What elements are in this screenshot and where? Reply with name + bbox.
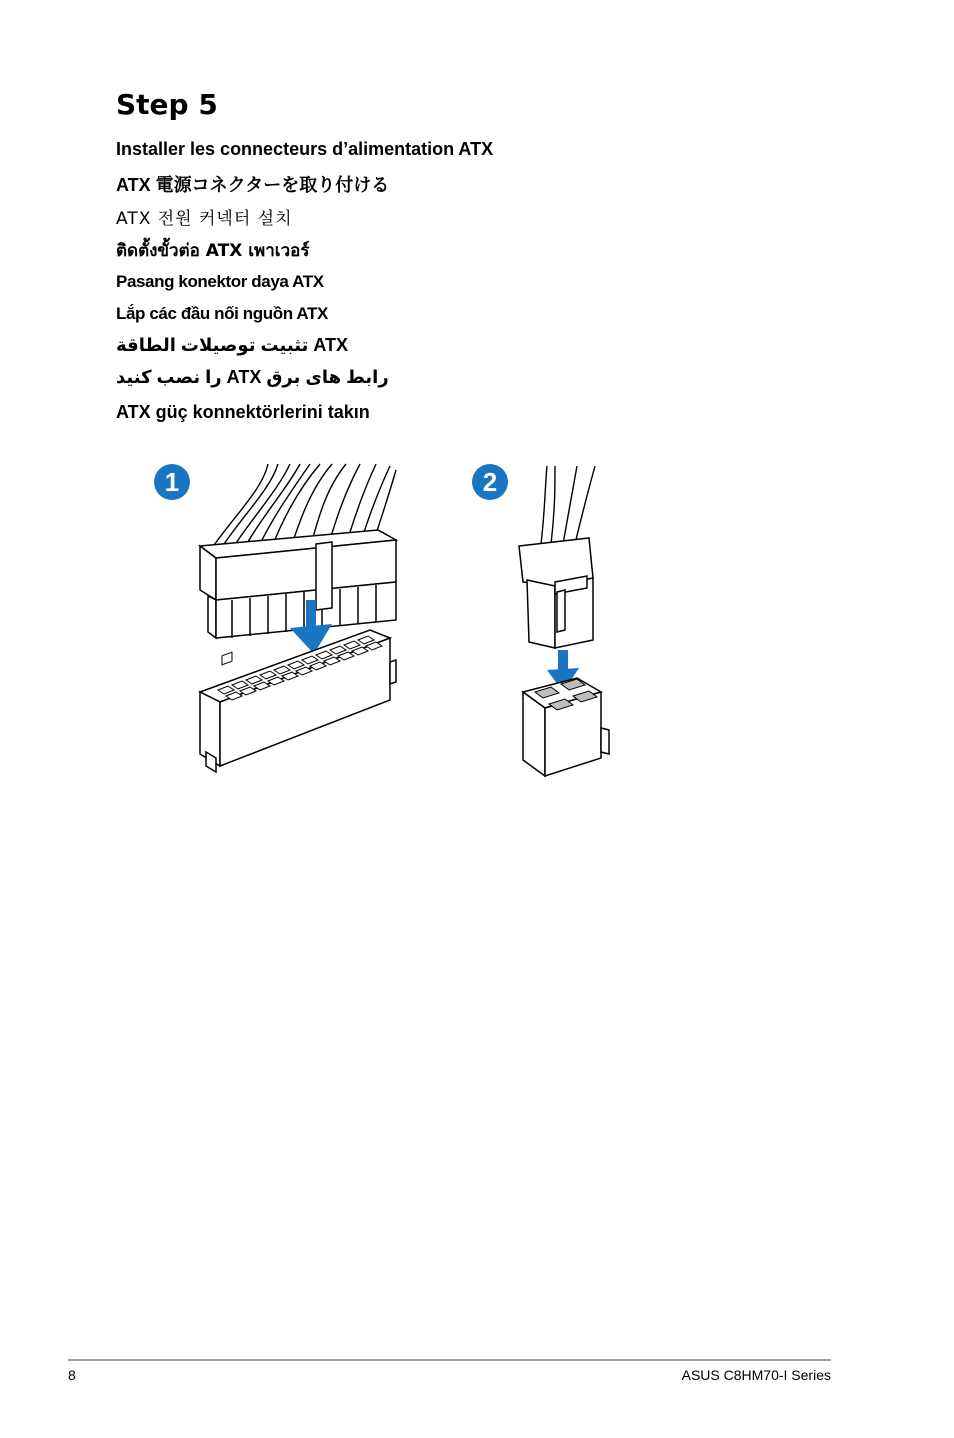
plug-4pin — [519, 538, 593, 648]
instruction-vietnamese: Lắp các đầu nối nguồn ATX — [116, 304, 328, 323]
footer-product-name: ASUS C8HM70-I Series — [681, 1367, 831, 1383]
instruction-turkish: ATX güç konnektörlerini takın — [116, 402, 370, 422]
cable-pair — [541, 466, 595, 544]
instruction-korean: ATX 전원 커넥터 설치 — [116, 209, 293, 229]
footer-divider — [68, 1359, 831, 1361]
instruction-persian: رابط های برق ATX را نصب کنید — [116, 367, 389, 387]
step-2-badge — [472, 464, 508, 500]
atx-4pin-figure — [465, 460, 625, 785]
page-number: 8 — [68, 1367, 76, 1383]
instruction-indonesian: Pasang konektor daya ATX — [116, 272, 324, 291]
instruction-french: Installer les connecteurs d’alimentation ATX — [116, 139, 494, 159]
page-title: Step 5 — [116, 88, 218, 121]
instruction-arabic: ATX تثبيت توصيلات الطاقة — [116, 335, 348, 355]
atx-4pin-connector-illustration — [465, 460, 625, 780]
instruction-thai: ติดตั้งขั้วต่อ ATX เพาเวอร์ — [116, 241, 310, 261]
step-1-badge — [154, 464, 190, 500]
step-2-number: 2 — [482, 467, 498, 497]
atx-24pin-figure — [150, 460, 410, 785]
instruction-japanese: ATX 電源コネクターを取り付ける — [116, 175, 390, 195]
step-1-number: 1 — [164, 467, 180, 497]
atx-24pin-connector-illustration — [150, 460, 410, 780]
plug-24pin — [200, 530, 396, 638]
